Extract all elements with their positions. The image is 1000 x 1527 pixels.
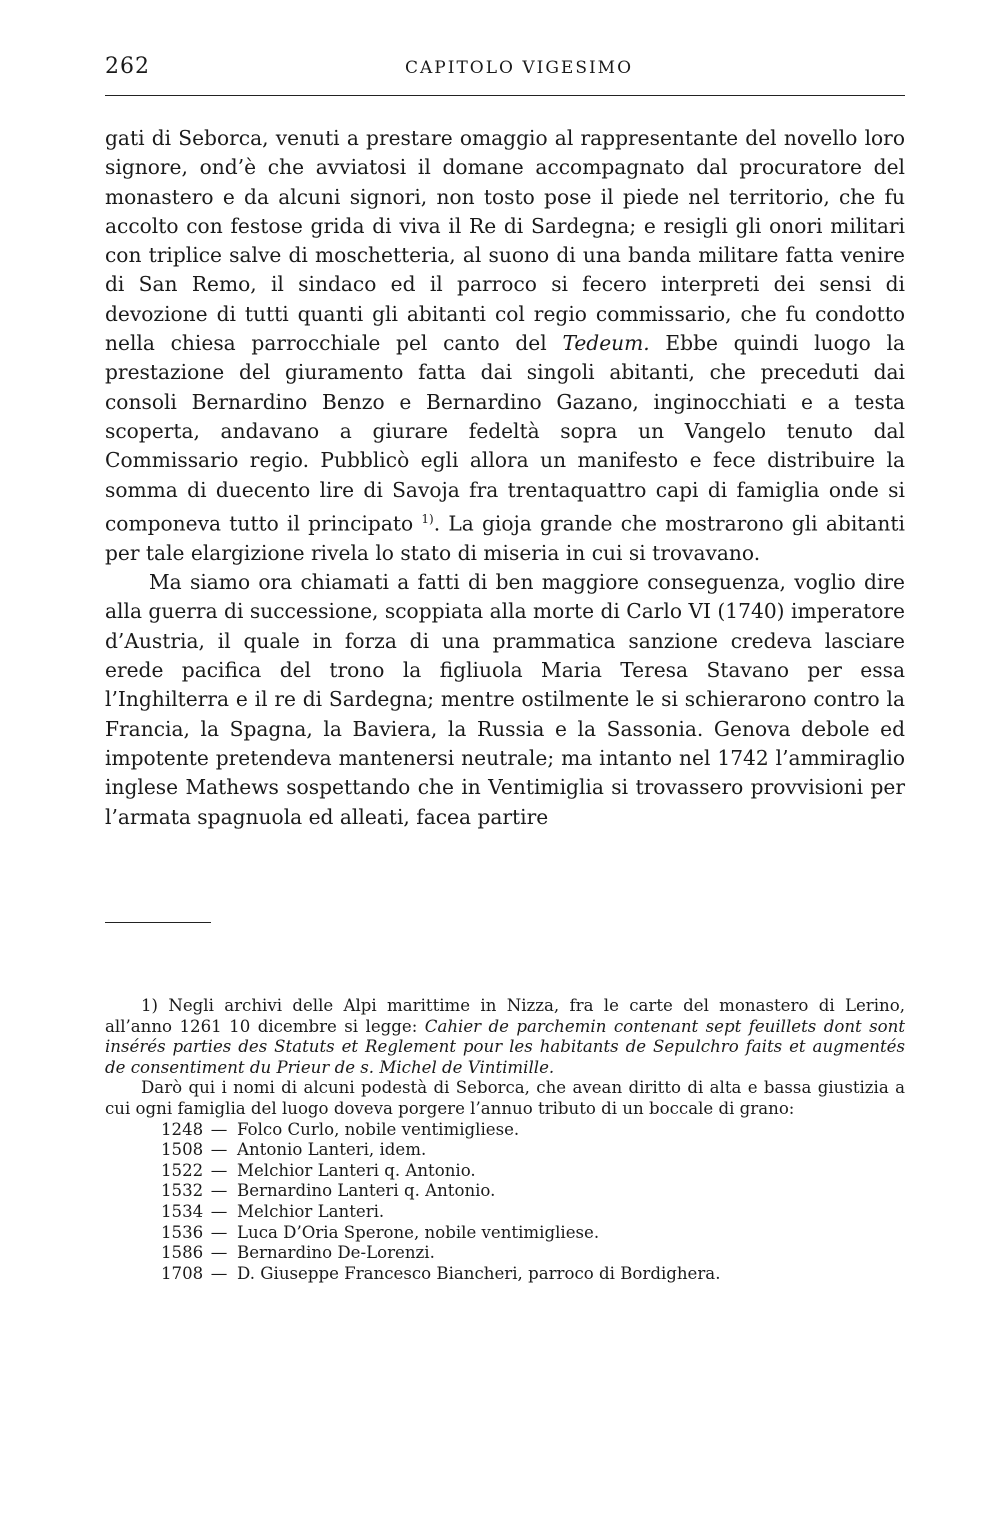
footnote-1-quote: Cahier de parchemin contenant sept feuillets dont sont insérés parties des Statuts et Reglement pour les habitants de Sepulchro faits et augmentés de consentiment du Prieur de s. Michel de Vintimille. xyxy=(105,1016,905,1077)
list-item xyxy=(161,1181,905,1202)
tedeum-term: Tedeum. xyxy=(562,331,650,356)
list-item xyxy=(161,1264,905,1285)
podesta-year: 1586 xyxy=(161,1243,204,1263)
main-text xyxy=(105,124,905,832)
podesta-year: 1708 xyxy=(161,1263,204,1283)
footnote-1 xyxy=(105,996,905,1078)
paragraph-1-continuation: Ebbe quindi luogo la prestazione del giuramento fatta dai singoli abitanti, che preceduti dai consoli Bernardino Benzo e Bernardino Gazano, inginocchiati e a testa scoperta, andavano a giurare fedeltà sopra un Vangelo tenuto dal Commissario regio. Pubblicò egli allora un manifesto e fece distribuire la somma di duecento lire di Savoja fra trentaquattro capi di famiglia onde si componeva tutto il principato xyxy=(105,331,906,536)
footnotes xyxy=(105,996,905,1284)
header-rule xyxy=(105,95,905,96)
dash: — xyxy=(210,1181,228,1201)
paragraph-1-text: gati di Seborca, venuti a prestare omaggio al rappresentante del novello loro signore, ond’è che avviatosi il domane accompagnato dal procuratore del monastero e da alcuni signori, non tosto pose il piede nel territorio, che fu accolto con festose grida di viva il Re di Sardegna; e resigli gli onori militari con triplice salve di moschetteria, al suono di una banda militare fatta venire di San Remo, il sindaco ed il parroco si fecero interpreti dei sensi di devozione di tutti quanti gli abitanti col regio commissario, che fu condotto nella chiesa parrocchiale pel canto del xyxy=(105,126,905,356)
dash: — xyxy=(210,1140,228,1160)
podesta-year: 1522 xyxy=(161,1160,204,1180)
dash: — xyxy=(210,1160,228,1180)
podesta-year: 1248 xyxy=(161,1119,204,1139)
podesta-name: Bernardino De-Lorenzi. xyxy=(237,1243,435,1263)
list-item xyxy=(161,1140,905,1161)
podesta-list xyxy=(105,1120,905,1285)
podesta-name: Melchior Lanteri. xyxy=(237,1201,385,1221)
paragraph-2: Ma siamo ora chiamati a fatti di ben maggiore conseguenza, voglio dire alla guerra di successione, scoppiata alla morte di Carlo VI (1740) imperatore d’Austria, il quale in forza di una prammatica sanzione credeva lasciare erede pacifica del trono la figliuola Maria Teresa Stavano per essa l’Inghilterra e il re di Sardegna; mentre ostilmente le si schierarono contro la Francia, la Spagna, la Baviera, la Russia e la Sassonia. Genova debole ed impotente pretendeva mantenersi neutrale; ma intanto nel 1742 l’ammiraglio inglese Mathews sospettando che in Ventimiglia si trovassero provvisioni per l’armata spagnuola ed alleati, facea partire xyxy=(105,570,905,829)
footnote-2: Darò qui i nomi di alcuni podestà di Seborca, che avean diritto di alta e bassa giustizia a cui ogni famiglia del luogo doveva porgere l’annuo tributo di un boccale di grano: xyxy=(105,1078,905,1118)
podesta-name: Folco Curlo, nobile ventimigliese. xyxy=(237,1119,520,1139)
paragraph-1-tail: . La gioja grande che mostrarono gli abitanti per tale elargizione rivela lo stato di miseria in cui si trovavano. xyxy=(105,511,905,565)
podesta-name: Bernardino Lanteri q. Antonio. xyxy=(237,1181,496,1201)
podesta-name: Melchior Lanteri q. Antonio. xyxy=(237,1160,476,1180)
footnote-rule xyxy=(105,922,211,923)
page-header xyxy=(105,54,905,88)
footnote-ref: 1) xyxy=(421,511,434,526)
dash: — xyxy=(210,1119,228,1139)
podesta-name: D. Giuseppe Francesco Biancheri, parroco di Bordighera. xyxy=(237,1263,721,1283)
podesta-year: 1534 xyxy=(161,1201,204,1221)
podesta-year: 1532 xyxy=(161,1181,204,1201)
podesta-year: 1536 xyxy=(161,1222,204,1242)
podesta-name: Antonio Lanteri, idem. xyxy=(237,1140,427,1160)
running-title: CAPITOLO VIGESIMO xyxy=(405,58,634,78)
list-item xyxy=(161,1161,905,1182)
dash: — xyxy=(210,1263,228,1283)
dash: — xyxy=(210,1243,228,1263)
list-item xyxy=(161,1202,905,1223)
list-item xyxy=(161,1223,905,1244)
paragraph-1 xyxy=(105,124,905,568)
page-number: 262 xyxy=(105,54,150,79)
dash: — xyxy=(210,1201,228,1221)
podesta-year: 1508 xyxy=(161,1140,204,1160)
dash: — xyxy=(210,1222,228,1242)
footnote-1-lead: 1) Negli archivi delle Alpi marittime in Nizza, fra le carte del monastero di Lerino, all’anno 1261 10 dicembre si legge: xyxy=(105,996,905,1036)
podesta-name: Luca D’Oria Sperone, nobile ventimigliese. xyxy=(237,1222,600,1242)
list-item xyxy=(161,1243,905,1264)
list-item xyxy=(161,1120,905,1141)
